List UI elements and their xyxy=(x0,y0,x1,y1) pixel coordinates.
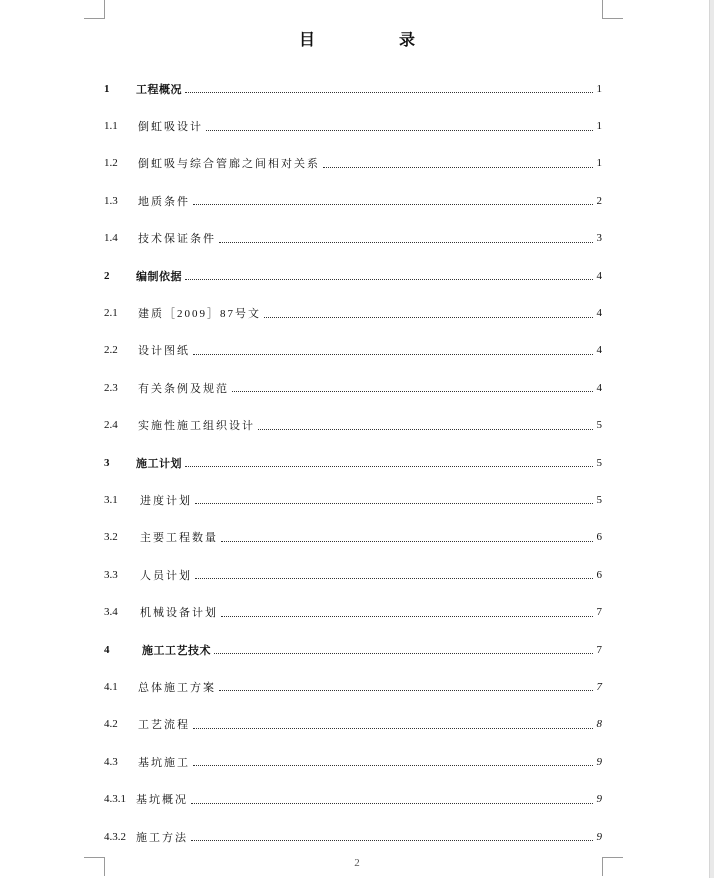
toc-entry-title: 机械设备计划 xyxy=(140,607,218,620)
toc-entry[interactable] xyxy=(104,668,602,705)
page-number: 2 xyxy=(354,857,360,869)
toc-dot-leader xyxy=(193,354,593,355)
toc-entry-title: 总体施工方案 xyxy=(138,681,216,694)
toc-entry-page: 1 xyxy=(596,120,602,133)
toc-entry-page: 8 xyxy=(596,718,602,731)
toc-dot-leader xyxy=(264,317,593,318)
toc-entry-title: 主要工程数量 xyxy=(140,532,218,545)
toc-entry-number: 2.1 xyxy=(104,307,118,320)
toc-dot-leader xyxy=(193,765,593,766)
toc-entry-page: 3 xyxy=(596,232,602,245)
toc-entry-number: 3.1 xyxy=(104,493,118,506)
toc-entry[interactable] xyxy=(104,369,602,406)
toc-entry-number: 1.4 xyxy=(104,232,118,245)
toc-entry-page: 1 xyxy=(596,157,602,170)
toc-entry[interactable] xyxy=(104,407,602,444)
toc-entry-page: 5 xyxy=(596,493,602,506)
toc-entry-number: 4.3.2 xyxy=(104,830,126,843)
crop-mark-top-left xyxy=(84,0,105,19)
toc-dot-leader xyxy=(195,503,593,504)
toc-entry[interactable] xyxy=(104,444,602,481)
toc-entry-number: 2.2 xyxy=(104,344,118,357)
toc-entry-number: 3 xyxy=(104,456,110,469)
toc-entry-title: 施工方法 xyxy=(136,831,188,844)
toc-entry-title: 设计图纸 xyxy=(138,345,190,358)
toc-entry-title: 有关条例及规范 xyxy=(138,382,229,395)
toc-dot-leader xyxy=(206,130,593,131)
toc-dot-leader xyxy=(232,391,593,392)
toc-entry-title: 工艺流程 xyxy=(138,719,190,732)
toc-dot-leader xyxy=(191,840,593,841)
toc-entry[interactable] xyxy=(104,706,602,743)
toc-title: 目 录 xyxy=(298,32,449,49)
toc-entry-page: 7 xyxy=(596,606,602,619)
toc-entry-number: 2.3 xyxy=(104,381,118,394)
toc-entry-page: 4 xyxy=(596,269,602,282)
toc-dot-leader xyxy=(219,690,593,691)
toc-entry-page: 6 xyxy=(596,568,602,581)
toc-entry[interactable] xyxy=(104,145,602,182)
toc-entry[interactable] xyxy=(104,332,602,369)
toc-entry-page: 4 xyxy=(596,381,602,394)
toc-entry[interactable] xyxy=(104,593,602,630)
crop-mark-top-right xyxy=(602,0,623,19)
toc-dot-leader xyxy=(323,167,593,168)
toc-entry-page: 4 xyxy=(596,307,602,320)
toc-entry-title: 倒虹吸与综合管廊之间相对关系 xyxy=(138,158,320,171)
toc-dot-leader xyxy=(258,429,593,430)
toc-entry[interactable] xyxy=(104,70,602,107)
toc-entry-title: 人员计划 xyxy=(140,569,192,582)
toc-entry-number: 3.3 xyxy=(104,568,118,581)
toc-dot-leader xyxy=(185,279,593,280)
toc-dot-leader xyxy=(221,616,593,617)
toc-entry-page: 7 xyxy=(596,643,602,656)
toc-entry[interactable] xyxy=(104,743,602,780)
toc-entry[interactable] xyxy=(104,556,602,593)
toc-entry-title: 编制依据 xyxy=(136,270,182,283)
toc-entry-number: 2.4 xyxy=(104,419,118,432)
toc-entry-title: 实施性施工组织设计 xyxy=(138,420,255,433)
toc-list xyxy=(104,70,602,855)
toc-entry-page: 9 xyxy=(596,755,602,768)
toc-entry-page: 5 xyxy=(596,456,602,469)
toc-entry-number: 1.3 xyxy=(104,194,118,207)
toc-dot-leader xyxy=(191,803,593,804)
toc-entry-number: 1.2 xyxy=(104,157,118,170)
toc-entry-number: 4 xyxy=(104,643,110,656)
toc-dot-leader xyxy=(195,578,593,579)
toc-entry-title: 进度计划 xyxy=(140,494,192,507)
toc-entry-number: 2 xyxy=(104,269,110,282)
toc-entry-title: 施工工艺技术 xyxy=(142,644,211,657)
toc-entry-number: 4.1 xyxy=(104,680,118,693)
toc-entry-page: 2 xyxy=(596,194,602,207)
toc-entry-number: 1 xyxy=(104,82,110,95)
toc-entry[interactable] xyxy=(104,780,602,817)
toc-entry[interactable] xyxy=(104,481,602,518)
toc-dot-leader xyxy=(221,541,593,542)
toc-entry-title: 施工计划 xyxy=(136,457,182,470)
toc-entry-title: 工程概况 xyxy=(136,83,182,96)
toc-entry-page: 5 xyxy=(596,419,602,432)
toc-entry-page: 9 xyxy=(596,793,602,806)
toc-dot-leader xyxy=(193,204,593,205)
toc-dot-leader xyxy=(193,728,593,729)
toc-dot-leader xyxy=(185,92,593,93)
toc-entry[interactable] xyxy=(104,182,602,219)
toc-dot-leader xyxy=(214,653,593,654)
toc-entry-page: 7 xyxy=(596,680,602,693)
toc-entry-page: 6 xyxy=(596,531,602,544)
page-edge xyxy=(709,0,714,878)
toc-entry-number: 4.3 xyxy=(104,755,118,768)
toc-entry[interactable] xyxy=(104,257,602,294)
toc-entry-number: 4.2 xyxy=(104,718,118,731)
toc-entry-number: 3.2 xyxy=(104,531,118,544)
toc-entry-page: 9 xyxy=(596,830,602,843)
toc-entry-page: 4 xyxy=(596,344,602,357)
toc-entry[interactable] xyxy=(104,631,602,668)
toc-dot-leader xyxy=(185,466,593,467)
toc-entry-number: 1.1 xyxy=(104,120,118,133)
toc-dot-leader xyxy=(219,242,593,243)
toc-entry[interactable] xyxy=(104,294,602,331)
toc-entry[interactable] xyxy=(104,818,602,855)
toc-entry[interactable] xyxy=(104,519,602,556)
toc-entry[interactable] xyxy=(104,107,602,144)
toc-entry-page: 1 xyxy=(596,82,602,95)
toc-entry-title: 地质条件 xyxy=(138,195,190,208)
toc-entry-title: 技术保证条件 xyxy=(138,233,216,246)
toc-entry-number: 4.3.1 xyxy=(104,793,126,806)
toc-entry-title: 基坑施工 xyxy=(138,756,190,769)
toc-entry-title: 基坑概况 xyxy=(136,794,188,807)
toc-entry-title: 倒虹吸设计 xyxy=(138,121,203,134)
toc-entry-number: 3.4 xyxy=(104,606,118,619)
toc-entry[interactable] xyxy=(104,220,602,257)
toc-entry-title: 建质［2009］87号文 xyxy=(138,308,261,321)
